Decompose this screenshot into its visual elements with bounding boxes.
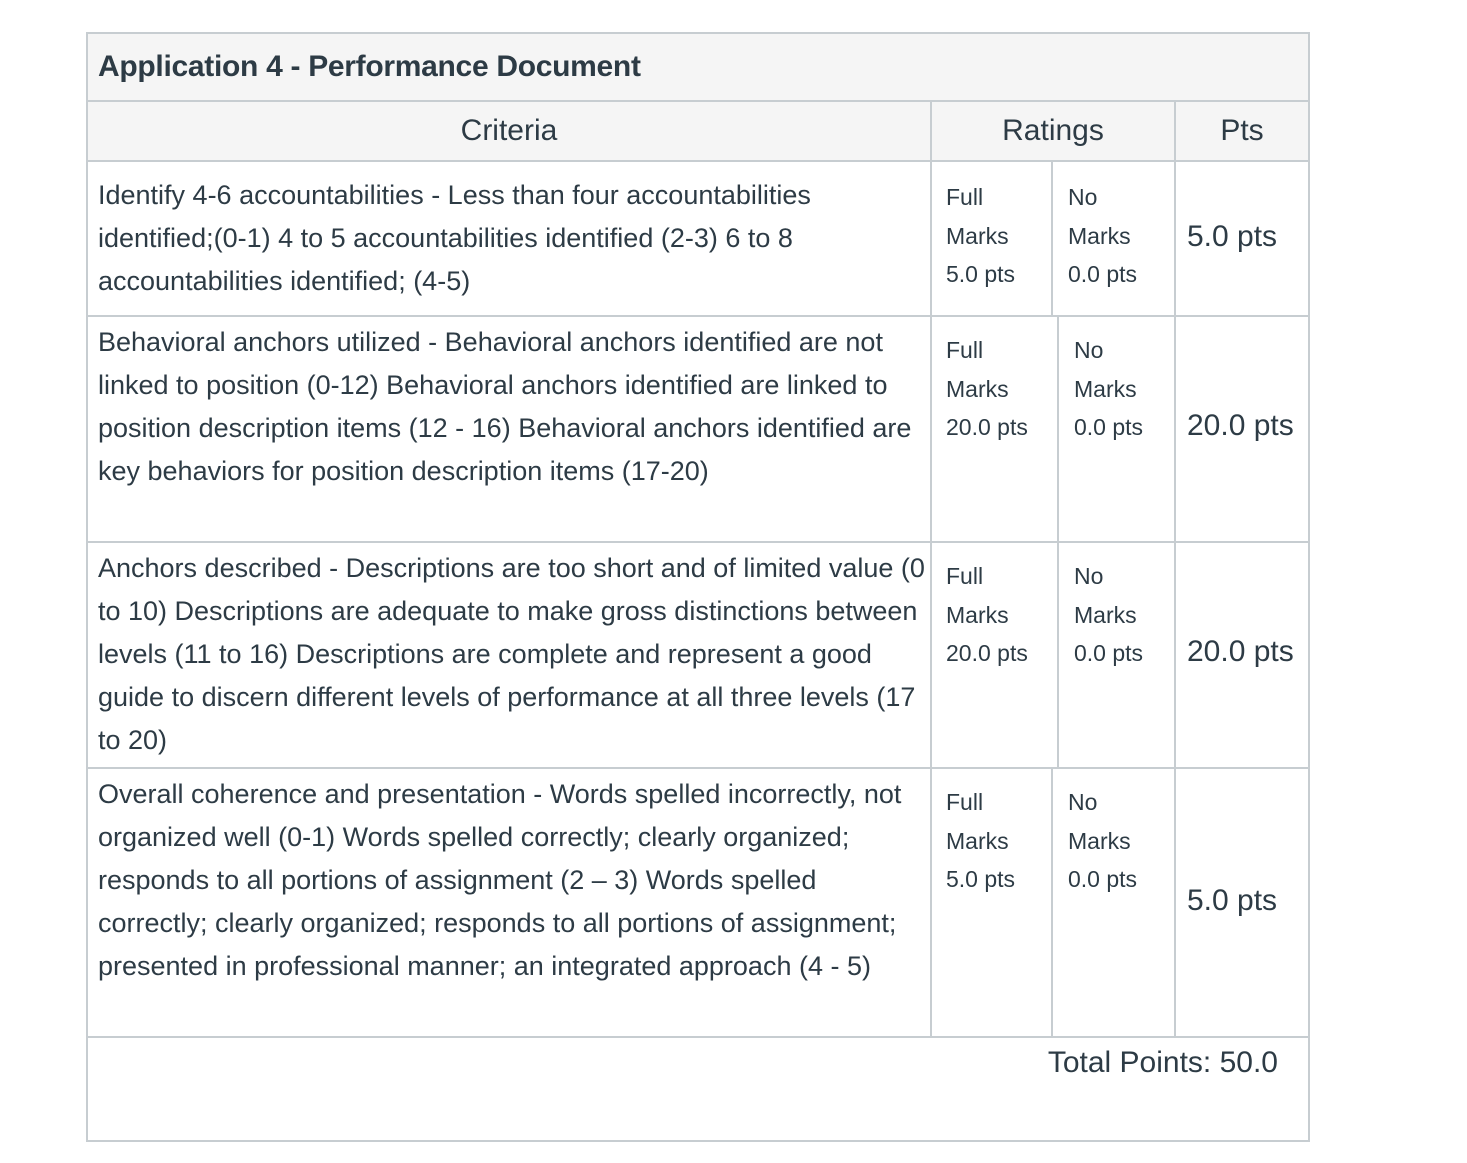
ratings-header: Ratings [1002, 114, 1104, 147]
rating-no-marks [1074, 557, 1186, 673]
criterion-description: Identify 4-6 accountabilities - Less than four accountabilities identified;(0-1) 4 to 5 accountabilities identified (2-3) 6 to 8 accountabilities identified; (4-5) [98, 180, 811, 296]
row-divider [88, 767, 1308, 769]
rating-label: No [1068, 184, 1098, 210]
rating-full-marks [946, 557, 1058, 673]
rating-label: Marks [1074, 601, 1137, 628]
rating-label: Marks [1074, 375, 1137, 402]
rating-label: Full [946, 184, 984, 210]
criterion-description: Overall coherence and presentation - Words spelled incorrectly, not organized well (0-1) Words spelled correctly; clearly organized; responds to all portions of assignment (2 – 3) Words spelled correctly; clearly organized; responds to all portions of assignment; presented in professional manner; an integrated approach (4 - 5) [98, 779, 902, 981]
rubric-table [86, 32, 1310, 1142]
rating-label: Marks [946, 601, 1009, 628]
row-divider [88, 1036, 1308, 1038]
rating-label: Marks [946, 375, 1009, 402]
rubric-header-row [88, 102, 1308, 162]
rating-points: 0.0 pts [1068, 261, 1138, 287]
pts-header: Pts [1220, 114, 1264, 147]
total-points: Total Points: 50.0 [1047, 1046, 1278, 1079]
rating-full-marks [946, 783, 1058, 899]
rating-label: No [1074, 563, 1104, 589]
rubric-title-bar [88, 34, 1308, 102]
rubric-title: Application 4 - Performance Document [98, 50, 641, 83]
rating-label: Full [946, 789, 984, 815]
rating-points: 20.0 pts [946, 414, 1028, 440]
criterion-points: 5.0 pts [1187, 884, 1278, 917]
rating-no-marks [1068, 783, 1180, 899]
rating-points: 0.0 pts [1074, 640, 1144, 666]
rating-points: 20.0 pts [946, 640, 1028, 666]
rating-label: Marks [1068, 222, 1131, 249]
rating-points: 5.0 pts [946, 261, 1016, 287]
rating-label: No [1068, 789, 1098, 815]
row-divider [88, 315, 1308, 317]
rating-label: Marks [946, 827, 1009, 854]
rating-full-marks [946, 331, 1058, 447]
rating-points: 5.0 pts [946, 866, 1016, 892]
rating-full-marks [946, 178, 1058, 294]
rating-label: Marks [946, 222, 1009, 249]
criteria-ratings-divider [930, 102, 932, 1038]
rating-label: Marks [1068, 827, 1131, 854]
rating-points: 0.0 pts [1074, 414, 1144, 440]
row-divider [88, 541, 1308, 543]
criterion-description: Behavioral anchors utilized - Behavioral anchors identified are not linked to position (0-12) Behavioral anchors identified are linked to position description items (12 - 16) Behavioral anchors identified are key behaviors for position description items (17-20) [98, 327, 912, 486]
rating-points: 0.0 pts [1068, 866, 1138, 892]
criterion-points: 20.0 pts [1187, 635, 1294, 668]
criteria-header: Criteria [460, 114, 558, 147]
criterion-points: 20.0 pts [1187, 409, 1294, 442]
rating-no-marks [1068, 178, 1180, 294]
criterion-description: Anchors described - Descriptions are too short and of limited value (0 to 10) Descriptions are adequate to make gross distinctions between levels (11 to 16) Descriptions are complete and represent a good guide to discern different levels of performance at all three levels (17 to 20) [98, 553, 925, 755]
rating-label: Full [946, 337, 984, 363]
rating-label: Full [946, 563, 984, 589]
criterion-points: 5.0 pts [1187, 220, 1278, 253]
rating-no-marks [1074, 331, 1186, 447]
rating-label: No [1074, 337, 1104, 363]
